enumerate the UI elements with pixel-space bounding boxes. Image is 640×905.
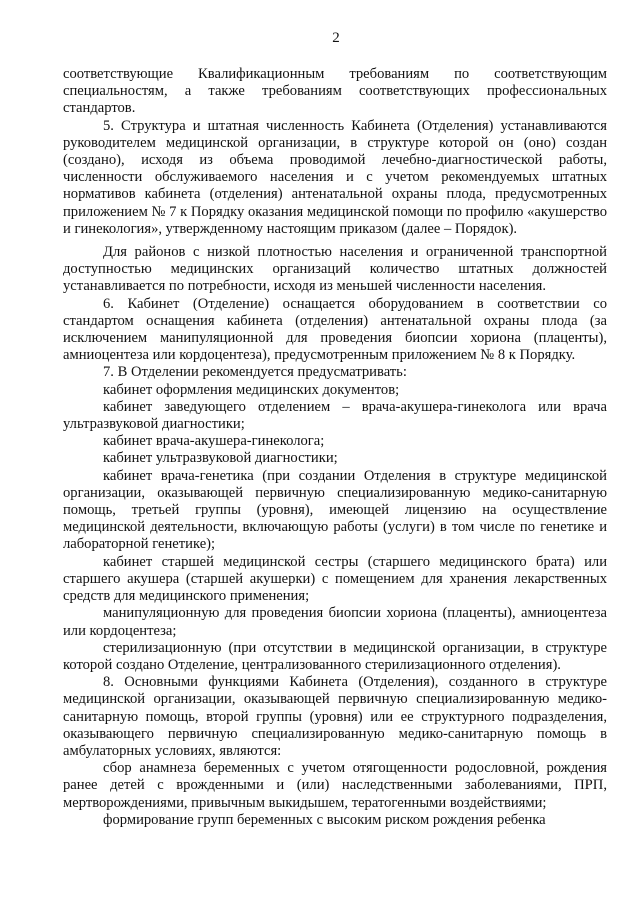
list-item: кабинет заведующего отделением – врача-акушера-гинеколога или врача ультразвуковой диагностики;	[63, 398, 607, 433]
list-item: кабинет старшей медицинской сестры (старшего медицинского брата) или старшего акушера (старшей акушерки) с помещением для хранения лекарственных средств для медицинского применения;	[63, 553, 607, 605]
paragraph-low-density-regions: Для районов с низкой плотностью населения и ограниченной транспортной доступностью медицинских организаций количество штатных должностей устанавливается по потребности, исходя из меньшей численности населения.	[63, 244, 607, 295]
list-item: кабинет врача-акушера-гинеколога;	[103, 433, 325, 450]
paragraph-continuation: соответствующие Квалификационным требованиям по соответствующим специальностям, а также требованиям соответствующих профессиональных стандартов.	[63, 66, 607, 117]
list-item: сбор анамнеза беременных с учетом отягощенности родословной, рождения ранее детей с врожденными и (или) наследственными заболеваниями, ПРП, мертворождениями, привычным выкидышем, тератогенными воздействиями;	[63, 760, 607, 811]
paragraph-item-8: 8. Основными функциями Кабинета (Отделения), созданного в структуре медицинской организации, оказывающей первичную специализированную медико-санитарную помощь, второй группы (уровня) или ее структурного подразделения, оказывающего первичную специализированную медико-санитарную помощь в амбулаторных условиях, являются:	[63, 674, 607, 759]
paragraph-item-5: 5. Структура и штатная численность Кабинета (Отделения) устанавливаются руководителем медицинской организации, в структуре которой он (оно) создан (создано), исходя из объема проводимой лечебно-диагностической работы, численности обслуживаемого населения и с учетом рекомендуемых штатных нормативов кабинета (отделения) антенатальной охраны плода, предусмотренных приложением № 7 к Порядку оказания медицинской помощи по профилю «акушерство и гинекология», утвержденному настоящим приказом (далее – Порядок).	[63, 117, 607, 237]
list-item: манипуляционную для проведения биопсии хориона (плаценты), амниоцентеза или кордоцентеза;	[63, 605, 607, 639]
list-item: формирование групп беременных с высоким риском рождения ребенка	[103, 811, 546, 828]
list-item: стерилизационную (при отсутствии в медицинской организации, в структуре которой создано Отделение, централизованного стерилизационного отделения).	[63, 639, 607, 673]
paragraph-item-6: 6. Кабинет (Отделение) оснащается оборудованием в соответствии со стандартом оснащения кабинета (отделения) антенатальной охраны плода (за исключением манипуляционной для проведения биопсии хориона (плаценты), амниоцентеза или кордоцентеза), предусмотренным приложением № 8 к Порядку.	[63, 295, 607, 364]
page-number: 2	[332, 30, 340, 46]
list-item: кабинет врача-генетика (при создании Отделения в структуре медицинской организации, оказывающей первичную специализированную медико-санитарную помощь, третьей группы (уровня), имеющей лицензию на осуществление медицинской деятельности, включающую работы (услуги) в том числе по генетике и лабораторной генетике);	[63, 467, 607, 553]
paragraph-item-7: 7. В Отделении рекомендуется предусматривать:	[103, 364, 407, 381]
list-item: кабинет ультразвуковой диагностики;	[103, 450, 338, 467]
list-item: кабинет оформления медицинских документов;	[103, 381, 400, 398]
document-body	[63, 66, 607, 829]
